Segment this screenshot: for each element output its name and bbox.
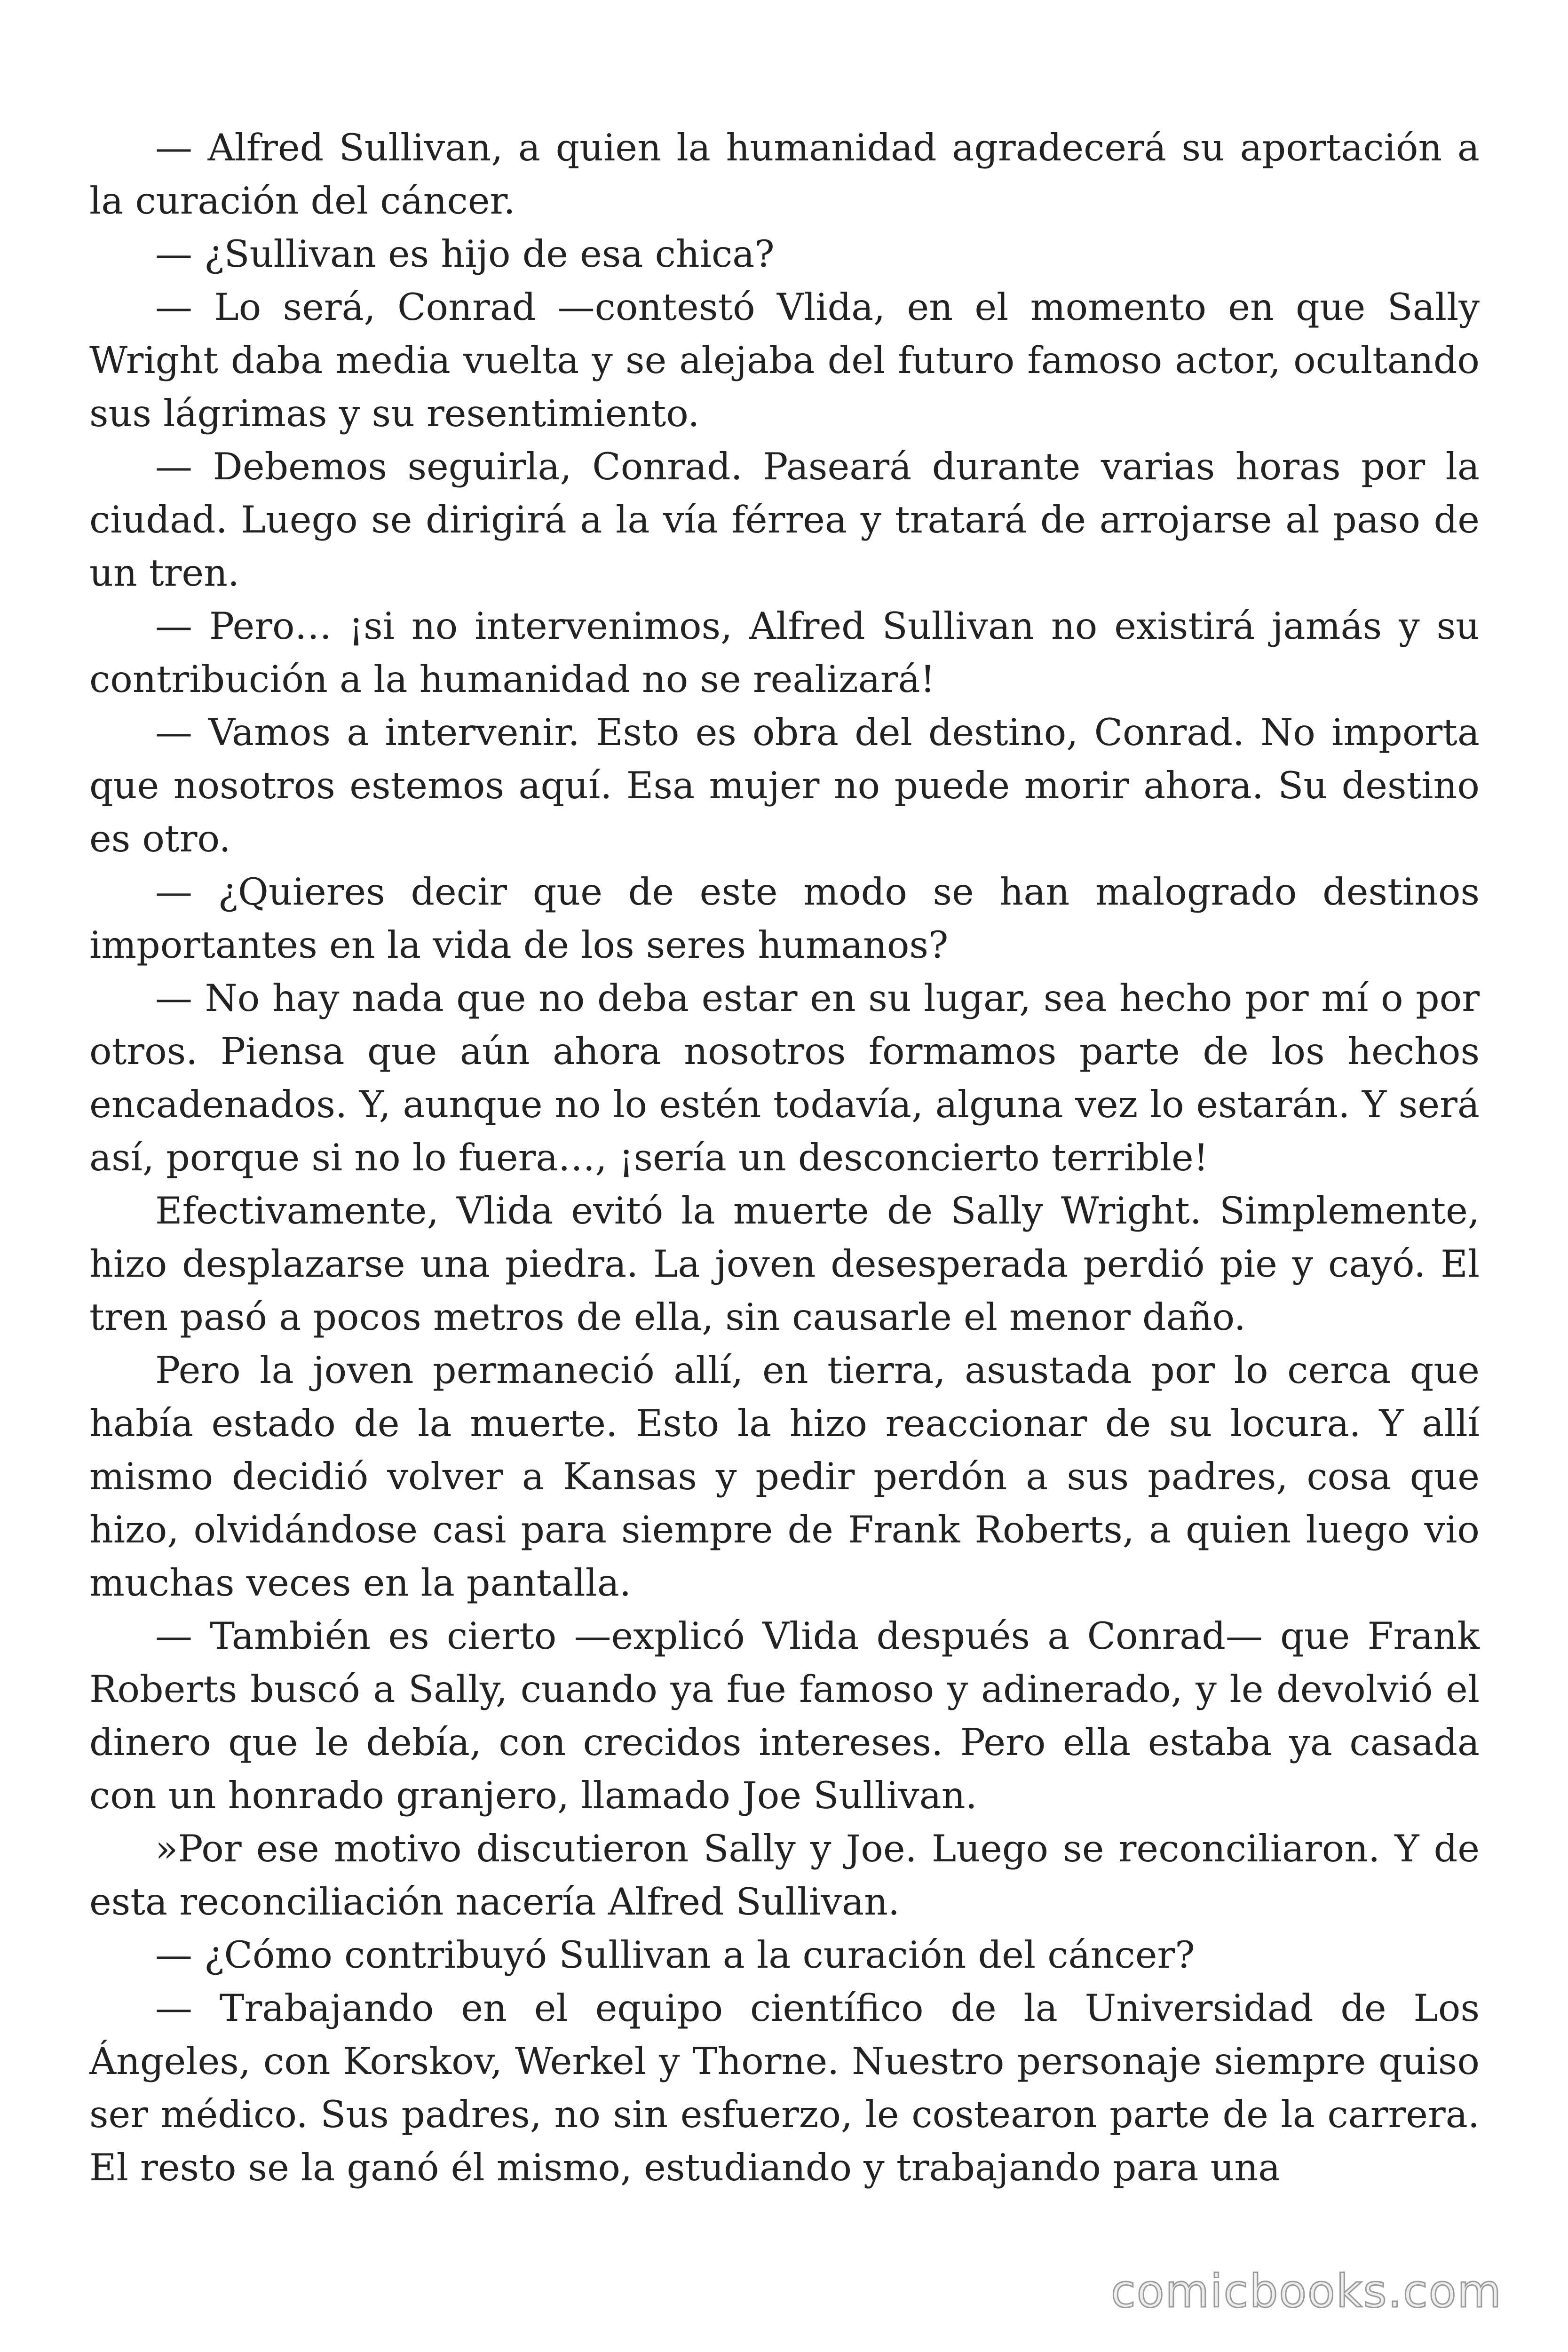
paragraph: — Vamos a intervenir. Esto es obra del destino, Conrad. No importa que nosotros estemos aquí. Esa mujer no puede morir ahora. Su destino es otro. xyxy=(89,711,1480,860)
paragraph: — Debemos seguirla, Conrad. Paseará durante varias horas por la ciudad. Luego se dirigirá a la vía férrea y tratará de arrojarse al paso de un tren. xyxy=(89,445,1480,595)
paragraph: — Lo será, Conrad —contestó Vlida, en el momento en que Sally Wright daba media vuelta y se alejaba del futuro famoso actor, ocultando sus lágrimas y su resentimiento. xyxy=(89,286,1480,435)
watermark: comicbooks.com xyxy=(1110,2265,1502,2318)
paragraph: — Pero… ¡si no intervenimos, Alfred Sullivan no existirá jamás y su contribución a la humanidad no se realizará! xyxy=(89,604,1480,701)
paragraph: Pero la joven permaneció allí, en tierra, asustada por lo cerca que había estado de la muerte. Esto la hizo reaccionar de su locura. Y allí mismo decidió volver a Kansas y pedir perdón a sus padres, cosa que hizo, olvidándose casi para siempre de Frank Roberts, a quien luego vio muchas veces en la pantalla. xyxy=(89,1349,1480,1605)
page-text-body xyxy=(89,121,1480,2194)
paragraph: Efectivamente, Vlida evitó la muerte de Sally Wright. Simplemente, hizo desplazarse una piedra. La joven desesperada perdió pie y cayó. El tren pasó a pocos metros de ella, sin causarle el menor daño. xyxy=(89,1189,1480,1339)
paragraph: »Por ese motivo discutieron Sally y Joe. Luego se reconciliaron. Y de esta reconciliación nacería Alfred Sullivan. xyxy=(89,1827,1480,1923)
paragraph: — No hay nada que no deba estar en su lugar, sea hecho por mí o por otros. Piensa que aún ahora nosotros formamos parte de los hechos encadenados. Y, aunque no lo estén todavía, alguna vez lo estarán. Y será así, porque si no lo fuera…, ¡sería un desconcierto terrible! xyxy=(89,977,1480,1179)
paragraph: — Trabajando en el equipo científico de la Universidad de Los Ángeles, con Korskov, Werkel y Thorne. Nuestro personaje siempre quiso ser médico. Sus padres, no sin esfuerzo, le costearon parte de la carrera. El resto se la ganó él mismo, estudiando y trabajando para una xyxy=(89,1986,1480,2189)
paragraph: — ¿Cómo contribuyó Sullivan a la curación del cáncer? xyxy=(155,1933,1195,1977)
paragraph: — Alfred Sullivan, a quien la humanidad agradecerá su aportación a la curación del cáncer. xyxy=(89,126,1480,222)
paragraph: — ¿Sullivan es hijo de esa chica? xyxy=(155,232,775,276)
paragraph: — También es cierto —explicó Vlida después a Conrad— que Frank Roberts buscó a Sally, cuando ya fue famoso y adinerado, y le devolvió el dinero que le debía, con crecidos intereses. Pero ella estaba ya casada con un honrado granjero, llamado Joe Sullivan. xyxy=(89,1614,1480,1817)
paragraph: — ¿Quieres decir que de este modo se han malogrado destinos importantes en la vida de los seres humanos? xyxy=(89,870,1480,967)
